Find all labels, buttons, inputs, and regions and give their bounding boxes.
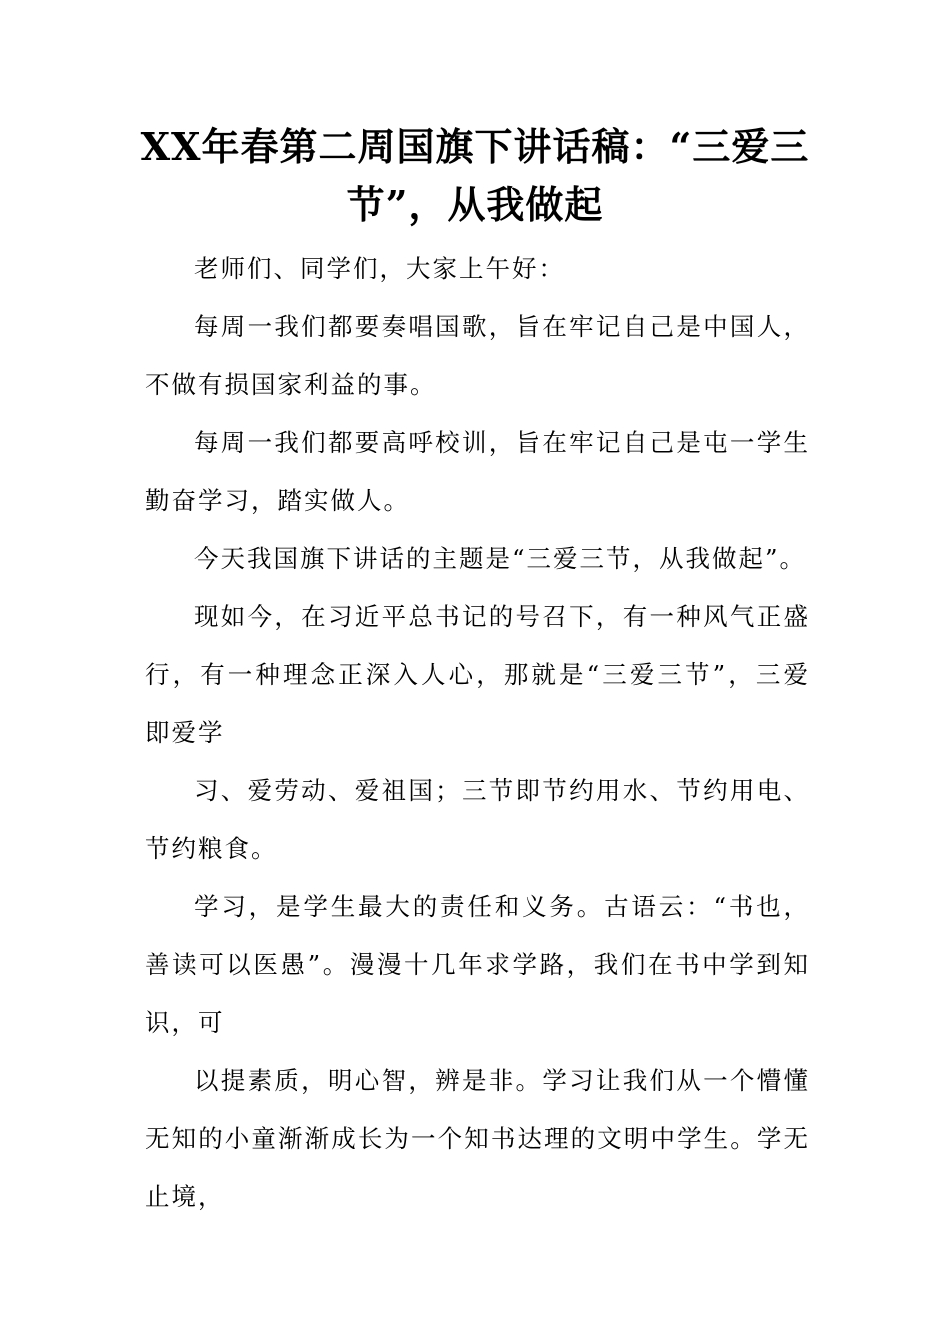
paragraph: 每周一我们都要高呼校训，旨在牢记自己是屯一学生勤奋学习，踏实做人。 [145, 428, 810, 515]
paragraph: 今天我国旗下讲话的主题是“三爱三节，从我做起”。 [194, 544, 807, 573]
paragraph: 学习，是学生最大的责任和义务。古语云：“书也，善读可以医愚”。漫漫十几年求学路，我们在书中学到知识，可 [145, 892, 810, 1037]
paragraph: 习、爱劳动、爱祖国；三节即节约用水、节约用电、节约粮食。 [145, 776, 810, 863]
paragraph: 老师们、同学们，大家上午好： [194, 254, 565, 283]
paragraph: 每周一我们都要奏唱国歌，旨在牢记自己是中国人，不做有损国家利益的事。 [145, 312, 810, 399]
paragraph: 以提素质，明心智，辨是非。学习让我们从一个懵懂无知的小童渐渐成长为一个知书达理的文明中学生。学无止境， [145, 1066, 810, 1211]
paragraph: 现如今，在习近平总书记的号召下，有一种风气正盛行，有一种理念正深入人心，那就是“三爱三节”，三爱即爱学 [145, 602, 810, 747]
document-title: XX年春第二周国旗下讲话稿：“三爱三节”，从我做起 [140, 124, 810, 227]
document-body [145, 240, 810, 1226]
